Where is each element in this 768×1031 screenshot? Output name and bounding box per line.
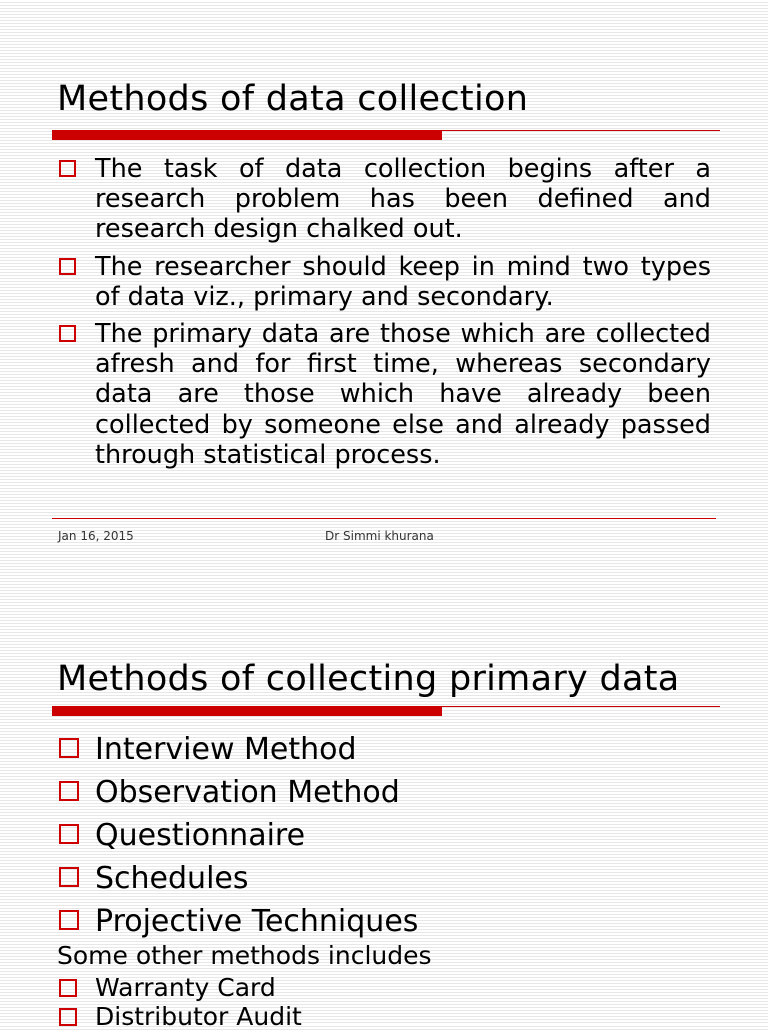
method-item [57,814,717,857]
hollow-square-bullet-icon [59,867,79,887]
bullet-item [57,154,711,245]
methods-list [57,728,717,943]
method-text: Observation Method [95,775,400,810]
hollow-square-bullet-icon [59,738,79,758]
footer-divider [52,518,716,519]
method-item [57,728,717,771]
method-text: Interview Method [95,732,357,767]
hollow-square-bullet-icon [59,979,77,997]
footer-date: Jan 16, 2015 [58,529,134,543]
method-text: Schedules [95,861,249,896]
bullet-text: The primary data are those which are collected afresh and for first time, whereas secondary data are those which have already been collected by someone else and already passed through statistical process. [95,319,711,470]
hollow-square-bullet-icon [59,824,79,844]
slide-title: Methods of data collection [57,79,529,119]
other-methods-intro: Some other methods includes [57,941,432,970]
slide-title: Methods of collecting primary data [57,659,680,699]
other-method-item [57,973,717,1002]
title-divider-bar [52,707,442,716]
other-method-text: Distributor Audit [95,1002,302,1031]
method-item [57,857,717,900]
method-item [57,900,717,943]
bullet-item [57,252,711,312]
bullet-text: The researcher should keep in mind two types of data viz., primary and secondary. [95,251,711,312]
bullet-list [57,154,711,477]
hollow-square-bullet-icon [59,258,76,275]
hollow-square-bullet-icon [59,325,76,342]
other-method-item [57,1002,717,1031]
method-item [57,771,717,814]
hollow-square-bullet-icon [59,1008,77,1026]
bullet-text: The task of data collection begins after a research problem has been defined and research design chalked out. [95,154,711,245]
bullet-item [57,319,711,470]
hollow-square-bullet-icon [59,910,79,930]
hollow-square-bullet-icon [59,160,76,177]
method-text: Questionnaire [95,818,306,853]
method-text: Projective Techniques [95,904,419,939]
other-methods-list [57,973,717,1031]
title-divider-bar [52,131,442,140]
other-method-text: Warranty Card [95,973,276,1002]
slide-methods-of-collecting-primary-data [0,580,768,1031]
footer-author: Dr Simmi khurana [325,529,434,543]
hollow-square-bullet-icon [59,781,79,801]
